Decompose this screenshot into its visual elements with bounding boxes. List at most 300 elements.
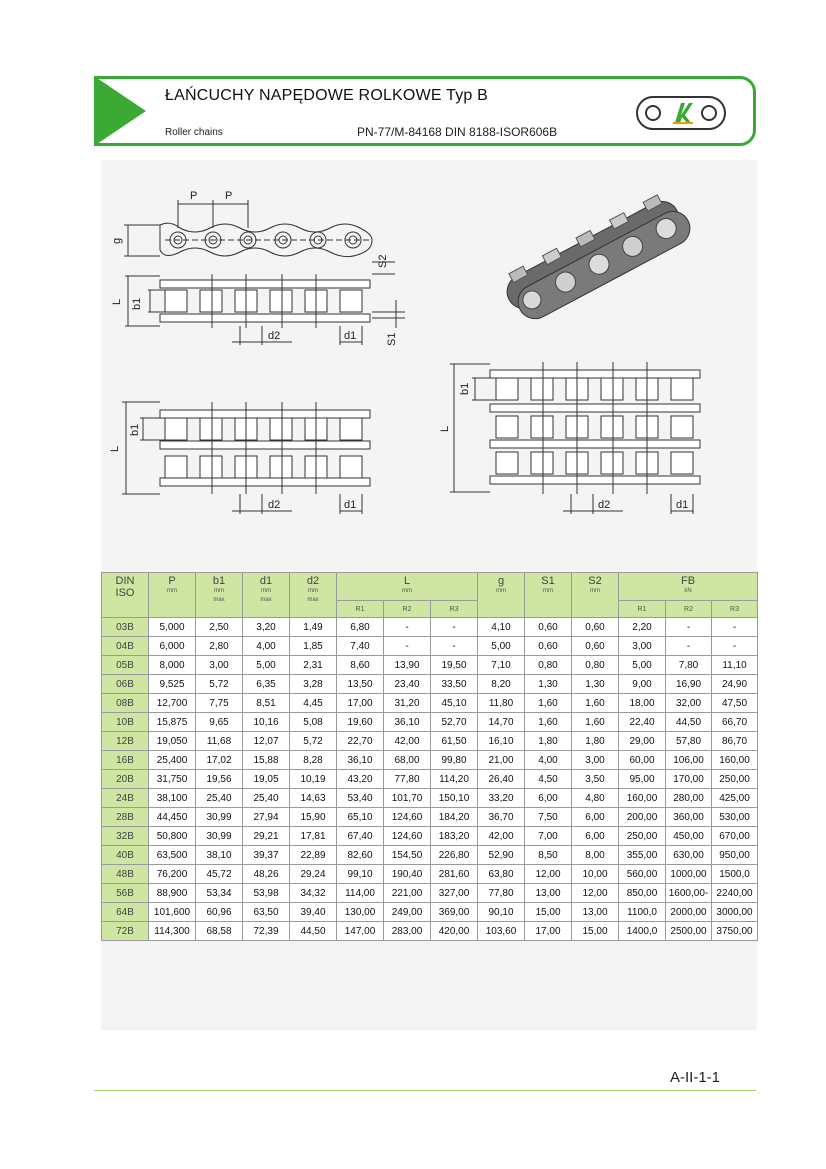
table-cell: 30,99 xyxy=(196,808,243,827)
table-cell: 61,50 xyxy=(431,732,478,751)
table-cell: 15,00 xyxy=(572,922,619,941)
table-cell: 15,00 xyxy=(525,903,572,922)
table-cell: 101,70 xyxy=(384,789,431,808)
table-cell: 2240,00 xyxy=(712,884,758,903)
standards-reference: PN-77/M-84168 DIN 8188-ISOR606B xyxy=(357,125,558,139)
table-cell: 1,30 xyxy=(525,675,572,694)
d2-label-3: d2 xyxy=(598,499,611,511)
table-cell: 7,75 xyxy=(196,694,243,713)
table-cell: 44,450 xyxy=(149,808,196,827)
table-cell: 44,50 xyxy=(666,713,712,732)
table-cell: 15,90 xyxy=(290,808,337,827)
table-cell: 22,89 xyxy=(290,846,337,865)
table-cell: 1500,0 xyxy=(712,865,758,884)
table-cell: 327,00 xyxy=(431,884,478,903)
col-s2: S2 mm xyxy=(572,573,619,618)
table-row xyxy=(102,637,758,656)
table-cell: 101,600 xyxy=(149,903,196,922)
col-l-r2: R2 xyxy=(384,601,431,618)
col-fb-r2: R2 xyxy=(666,601,712,618)
table-cell: 221,00 xyxy=(384,884,431,903)
table-cell: 43,20 xyxy=(337,770,384,789)
table-cell: 10,00 xyxy=(572,865,619,884)
table-cell: 281,60 xyxy=(431,865,478,884)
table-cell: 190,40 xyxy=(384,865,431,884)
row-designation: 06B xyxy=(102,675,149,694)
table-cell: 160,00 xyxy=(619,789,666,808)
row-designation: 16B xyxy=(102,751,149,770)
table-cell: 1000,00 xyxy=(666,865,712,884)
pitch-label-2: P xyxy=(225,190,233,202)
table-cell: 8,00 xyxy=(572,846,619,865)
technical-drawings xyxy=(0,0,826,570)
table-cell: 154,50 xyxy=(384,846,431,865)
g-label: g xyxy=(111,237,123,244)
table-cell: 8,51 xyxy=(243,694,290,713)
table-cell: 4,80 xyxy=(572,789,619,808)
table-cell: 12,00 xyxy=(572,884,619,903)
table-row xyxy=(102,713,758,732)
row-designation: 10B xyxy=(102,713,149,732)
table-cell: 2,31 xyxy=(290,656,337,675)
table-cell: 114,300 xyxy=(149,922,196,941)
table-cell: 31,20 xyxy=(384,694,431,713)
row-designation: 72B xyxy=(102,922,149,941)
pitch-label-1: P xyxy=(190,190,198,202)
table-cell: 7,10 xyxy=(478,656,525,675)
single-strand-view xyxy=(125,274,405,345)
table-cell: 1600,00- xyxy=(666,884,712,903)
table-cell: 226,80 xyxy=(431,846,478,865)
table-cell: 95,00 xyxy=(619,770,666,789)
table-cell: 160,00 xyxy=(712,751,758,770)
specification-table xyxy=(101,572,758,941)
table-cell: 25,40 xyxy=(243,789,290,808)
table-cell: 15,88 xyxy=(243,751,290,770)
table-cell: 39,40 xyxy=(290,903,337,922)
table-row xyxy=(102,751,758,770)
table-cell: 4,45 xyxy=(290,694,337,713)
table-cell: 250,00 xyxy=(712,770,758,789)
table-cell: 21,00 xyxy=(478,751,525,770)
table-cell: 16,90 xyxy=(666,675,712,694)
page-title: ŁAŃCUCHY NAPĘDOWE ROLKOWE Typ B xyxy=(165,87,489,104)
table-body xyxy=(102,618,758,941)
d2-label-1: d2 xyxy=(268,330,281,342)
b1-label-2: b1 xyxy=(129,423,141,436)
table-cell: 38,10 xyxy=(196,846,243,865)
table-cell: 82,60 xyxy=(337,846,384,865)
table-cell: 99,10 xyxy=(337,865,384,884)
triple-strand-view xyxy=(450,362,700,514)
table-cell: - xyxy=(384,618,431,637)
table-cell: 5,000 xyxy=(149,618,196,637)
table-cell: 57,80 xyxy=(666,732,712,751)
table-cell: 114,00 xyxy=(337,884,384,903)
table-cell: 3,28 xyxy=(290,675,337,694)
table-cell: 25,400 xyxy=(149,751,196,770)
table-row xyxy=(102,903,758,922)
table-cell: 48,26 xyxy=(243,865,290,884)
table-cell: 36,10 xyxy=(384,713,431,732)
table-cell: 1,60 xyxy=(572,694,619,713)
table-cell: 31,750 xyxy=(149,770,196,789)
table-cell: 33,20 xyxy=(478,789,525,808)
table-cell: 13,50 xyxy=(337,675,384,694)
table-cell: 17,02 xyxy=(196,751,243,770)
table-cell: 9,525 xyxy=(149,675,196,694)
table-cell: 5,08 xyxy=(290,713,337,732)
table-cell: 250,00 xyxy=(619,827,666,846)
row-designation: 24B xyxy=(102,789,149,808)
table-cell: 17,00 xyxy=(525,922,572,941)
l-label-3: L xyxy=(439,425,451,432)
table-cell: 13,90 xyxy=(384,656,431,675)
table-cell: 12,00 xyxy=(525,865,572,884)
d1-label-3: d1 xyxy=(676,499,689,511)
table-cell: 6,000 xyxy=(149,637,196,656)
table-cell: 360,00 xyxy=(666,808,712,827)
table-cell: 7,50 xyxy=(525,808,572,827)
table-cell: - xyxy=(712,618,758,637)
table-cell: 3,00 xyxy=(572,751,619,770)
table-cell: 103,60 xyxy=(478,922,525,941)
l-label-1: L xyxy=(111,298,123,305)
table-cell: 60,96 xyxy=(196,903,243,922)
table-cell: 65,10 xyxy=(337,808,384,827)
table-cell: 8,000 xyxy=(149,656,196,675)
table-cell: 0,60 xyxy=(525,637,572,656)
table-cell: 36,70 xyxy=(478,808,525,827)
table-cell: 0,80 xyxy=(525,656,572,675)
col-l: L mm xyxy=(337,573,478,601)
row-designation: 08B xyxy=(102,694,149,713)
table-cell: 53,34 xyxy=(196,884,243,903)
table-cell: 355,00 xyxy=(619,846,666,865)
table-cell: 67,40 xyxy=(337,827,384,846)
table-cell: 1,60 xyxy=(525,694,572,713)
col-d1: d1 mm max xyxy=(243,573,290,618)
col-g: g mm xyxy=(478,573,525,618)
col-fb: FB kN xyxy=(619,573,758,601)
table-cell: 11,10 xyxy=(712,656,758,675)
table-cell: 27,94 xyxy=(243,808,290,827)
table-cell: 66,70 xyxy=(712,713,758,732)
table-cell: 63,500 xyxy=(149,846,196,865)
table-cell: 38,100 xyxy=(149,789,196,808)
table-cell: 420,00 xyxy=(431,922,478,941)
row-designation: 03B xyxy=(102,618,149,637)
table-cell: 183,20 xyxy=(431,827,478,846)
table-cell: 1,49 xyxy=(290,618,337,637)
table-cell: 0,60 xyxy=(572,618,619,637)
table-cell: 1,85 xyxy=(290,637,337,656)
table-cell: 5,72 xyxy=(196,675,243,694)
table-cell: 45,10 xyxy=(431,694,478,713)
table-cell: 1,80 xyxy=(525,732,572,751)
table-cell: - xyxy=(431,618,478,637)
table-cell: 29,21 xyxy=(243,827,290,846)
table-row xyxy=(102,732,758,751)
table-cell: 1,60 xyxy=(525,713,572,732)
table-cell: 280,00 xyxy=(666,789,712,808)
table-cell: 5,00 xyxy=(478,637,525,656)
d1-label-1: d1 xyxy=(344,330,357,342)
table-cell: 530,00 xyxy=(712,808,758,827)
table-cell: 4,00 xyxy=(525,751,572,770)
col-din-iso: DIN ISO xyxy=(102,573,149,618)
table-cell: 23,40 xyxy=(384,675,431,694)
s1-label: S1 xyxy=(386,332,398,346)
table-cell: 13,00 xyxy=(525,884,572,903)
table-cell: 32,00 xyxy=(666,694,712,713)
table-row xyxy=(102,865,758,884)
table-cell: 630,00 xyxy=(666,846,712,865)
table-cell: 8,60 xyxy=(337,656,384,675)
table-cell: 68,00 xyxy=(384,751,431,770)
table-cell: 114,20 xyxy=(431,770,478,789)
table-cell: 4,50 xyxy=(525,770,572,789)
table-cell: 2500,00 xyxy=(666,922,712,941)
table-cell: 10,19 xyxy=(290,770,337,789)
table-row xyxy=(102,884,758,903)
table-cell: 53,98 xyxy=(243,884,290,903)
table-cell: 19,50 xyxy=(431,656,478,675)
table-cell: 7,00 xyxy=(525,827,572,846)
table-cell: 200,00 xyxy=(619,808,666,827)
table-cell: 39,37 xyxy=(243,846,290,865)
table-cell: 12,700 xyxy=(149,694,196,713)
chain-3d-illustration xyxy=(498,188,696,327)
table-cell: 0,80 xyxy=(572,656,619,675)
table-cell: 4,10 xyxy=(478,618,525,637)
table-cell: 3,20 xyxy=(243,618,290,637)
table-cell: 7,80 xyxy=(666,656,712,675)
table-cell: 7,40 xyxy=(337,637,384,656)
table-cell: 8,20 xyxy=(478,675,525,694)
table-cell: 5,72 xyxy=(290,732,337,751)
col-l-r1: R1 xyxy=(337,601,384,618)
table-cell: 850,00 xyxy=(619,884,666,903)
table-cell: 13,00 xyxy=(572,903,619,922)
table-cell: 50,800 xyxy=(149,827,196,846)
row-designation: 32B xyxy=(102,827,149,846)
table-cell: 450,00 xyxy=(666,827,712,846)
table-cell: 16,10 xyxy=(478,732,525,751)
d1-label-2: d1 xyxy=(344,499,357,511)
row-designation: 12B xyxy=(102,732,149,751)
table-cell: 77,80 xyxy=(478,884,525,903)
s2-label: S2 xyxy=(377,254,389,268)
row-designation: 40B xyxy=(102,846,149,865)
table-cell: 184,20 xyxy=(431,808,478,827)
table-cell: 72,39 xyxy=(243,922,290,941)
table-cell: 150,10 xyxy=(431,789,478,808)
table-cell: 90,10 xyxy=(478,903,525,922)
table-cell: 86,70 xyxy=(712,732,758,751)
col-s1: S1 mm xyxy=(525,573,572,618)
col-p: P mm xyxy=(149,573,196,618)
table-cell: 5,00 xyxy=(243,656,290,675)
col-d2: d2 mm max xyxy=(290,573,337,618)
table-cell: 3,50 xyxy=(572,770,619,789)
table-cell: 42,00 xyxy=(478,827,525,846)
table-cell: 44,50 xyxy=(290,922,337,941)
table-cell: - xyxy=(431,637,478,656)
table-cell: 8,28 xyxy=(290,751,337,770)
page-number: A-II-1-1 xyxy=(670,1069,721,1086)
table-cell: 53,40 xyxy=(337,789,384,808)
table-cell: 47,50 xyxy=(712,694,758,713)
table-row xyxy=(102,656,758,675)
table-cell: 19,60 xyxy=(337,713,384,732)
table-row xyxy=(102,808,758,827)
table-cell: 369,00 xyxy=(431,903,478,922)
row-designation: 48B xyxy=(102,865,149,884)
table-cell: 124,60 xyxy=(384,808,431,827)
table-cell: 99,80 xyxy=(431,751,478,770)
table-cell: 2,80 xyxy=(196,637,243,656)
table-cell: 17,00 xyxy=(337,694,384,713)
table-cell: 60,00 xyxy=(619,751,666,770)
table-cell: 22,40 xyxy=(619,713,666,732)
table-cell: 77,80 xyxy=(384,770,431,789)
table-cell: 283,00 xyxy=(384,922,431,941)
table-cell: 29,24 xyxy=(290,865,337,884)
table-cell: 63,50 xyxy=(243,903,290,922)
table-cell: 34,32 xyxy=(290,884,337,903)
table-cell: 33,50 xyxy=(431,675,478,694)
table-row xyxy=(102,694,758,713)
table-cell: 670,00 xyxy=(712,827,758,846)
table-cell: 124,60 xyxy=(384,827,431,846)
table-cell: 15,875 xyxy=(149,713,196,732)
table-cell: - xyxy=(712,637,758,656)
table-cell: 560,00 xyxy=(619,865,666,884)
table-cell: 22,70 xyxy=(337,732,384,751)
table-cell: 2,50 xyxy=(196,618,243,637)
table-cell: 19,05 xyxy=(243,770,290,789)
table-cell: 30,99 xyxy=(196,827,243,846)
table-cell: 12,07 xyxy=(243,732,290,751)
table-cell: 10,16 xyxy=(243,713,290,732)
table-cell: 3750,00 xyxy=(712,922,758,941)
table-cell: 63,80 xyxy=(478,865,525,884)
table-cell: 1,80 xyxy=(572,732,619,751)
footer-divider xyxy=(94,1090,756,1091)
table-cell: 19,56 xyxy=(196,770,243,789)
table-cell: 6,35 xyxy=(243,675,290,694)
table-cell: 950,00 xyxy=(712,846,758,865)
b1-label-3: b1 xyxy=(459,382,471,395)
table-cell: 9,65 xyxy=(196,713,243,732)
table-cell: 14,63 xyxy=(290,789,337,808)
table-row xyxy=(102,789,758,808)
table-cell: 4,00 xyxy=(243,637,290,656)
table-cell: 8,50 xyxy=(525,846,572,865)
row-designation: 05B xyxy=(102,656,149,675)
table-cell: 2000,00 xyxy=(666,903,712,922)
table-cell: 106,00 xyxy=(666,751,712,770)
b1-label-1: b1 xyxy=(131,297,143,310)
table-cell: 249,00 xyxy=(384,903,431,922)
table-cell: 24,90 xyxy=(712,675,758,694)
table-cell: 11,68 xyxy=(196,732,243,751)
table-cell: 14,70 xyxy=(478,713,525,732)
table-cell: 52,70 xyxy=(431,713,478,732)
table-cell: 52,90 xyxy=(478,846,525,865)
table-cell: 6,00 xyxy=(572,827,619,846)
col-b1: b1 mm max xyxy=(196,573,243,618)
table-cell: 130,00 xyxy=(337,903,384,922)
double-strand-view xyxy=(122,402,370,514)
table-cell: 5,00 xyxy=(619,656,666,675)
page-subtitle: Roller chains xyxy=(165,127,223,138)
table-cell: 25,40 xyxy=(196,789,243,808)
row-designation: 20B xyxy=(102,770,149,789)
table-cell: - xyxy=(666,637,712,656)
row-designation: 64B xyxy=(102,903,149,922)
table-cell: 3,00 xyxy=(619,637,666,656)
table-cell: 11,80 xyxy=(478,694,525,713)
table-cell: 2,20 xyxy=(619,618,666,637)
table-cell: 88,900 xyxy=(149,884,196,903)
table-cell: 19,050 xyxy=(149,732,196,751)
table-cell: 6,80 xyxy=(337,618,384,637)
d2-label-2: d2 xyxy=(268,499,281,511)
table-cell: 36,10 xyxy=(337,751,384,770)
table-row xyxy=(102,770,758,789)
row-designation: 04B xyxy=(102,637,149,656)
row-designation: 28B xyxy=(102,808,149,827)
table-cell: 0,60 xyxy=(525,618,572,637)
table-cell: - xyxy=(666,618,712,637)
table-cell: 1100,0 xyxy=(619,903,666,922)
table-cell: 1,60 xyxy=(572,713,619,732)
table-cell: 170,00 xyxy=(666,770,712,789)
table-cell: 29,00 xyxy=(619,732,666,751)
table-row xyxy=(102,922,758,941)
table-cell: - xyxy=(384,637,431,656)
table-cell: 26,40 xyxy=(478,770,525,789)
table-row xyxy=(102,618,758,637)
l-label-2: L xyxy=(109,445,121,452)
table-cell: 42,00 xyxy=(384,732,431,751)
chain-side-view xyxy=(124,200,395,274)
table-cell: 1,30 xyxy=(572,675,619,694)
table-row xyxy=(102,827,758,846)
table-row xyxy=(102,846,758,865)
table-cell: 425,00 xyxy=(712,789,758,808)
table-row xyxy=(102,675,758,694)
col-fb-r1: R1 xyxy=(619,601,666,618)
table-cell: 68,58 xyxy=(196,922,243,941)
table-cell: 3000,00 xyxy=(712,903,758,922)
table-cell: 9,00 xyxy=(619,675,666,694)
col-fb-r3: R3 xyxy=(712,601,758,618)
table-cell: 147,00 xyxy=(337,922,384,941)
table-cell: 0,60 xyxy=(572,637,619,656)
table-cell: 3,00 xyxy=(196,656,243,675)
table-cell: 76,200 xyxy=(149,865,196,884)
col-l-r3: R3 xyxy=(431,601,478,618)
table-cell: 6,00 xyxy=(525,789,572,808)
table-cell: 45,72 xyxy=(196,865,243,884)
table-cell: 1400,0 xyxy=(619,922,666,941)
row-designation: 56B xyxy=(102,884,149,903)
table-cell: 18,00 xyxy=(619,694,666,713)
table-cell: 6,00 xyxy=(572,808,619,827)
